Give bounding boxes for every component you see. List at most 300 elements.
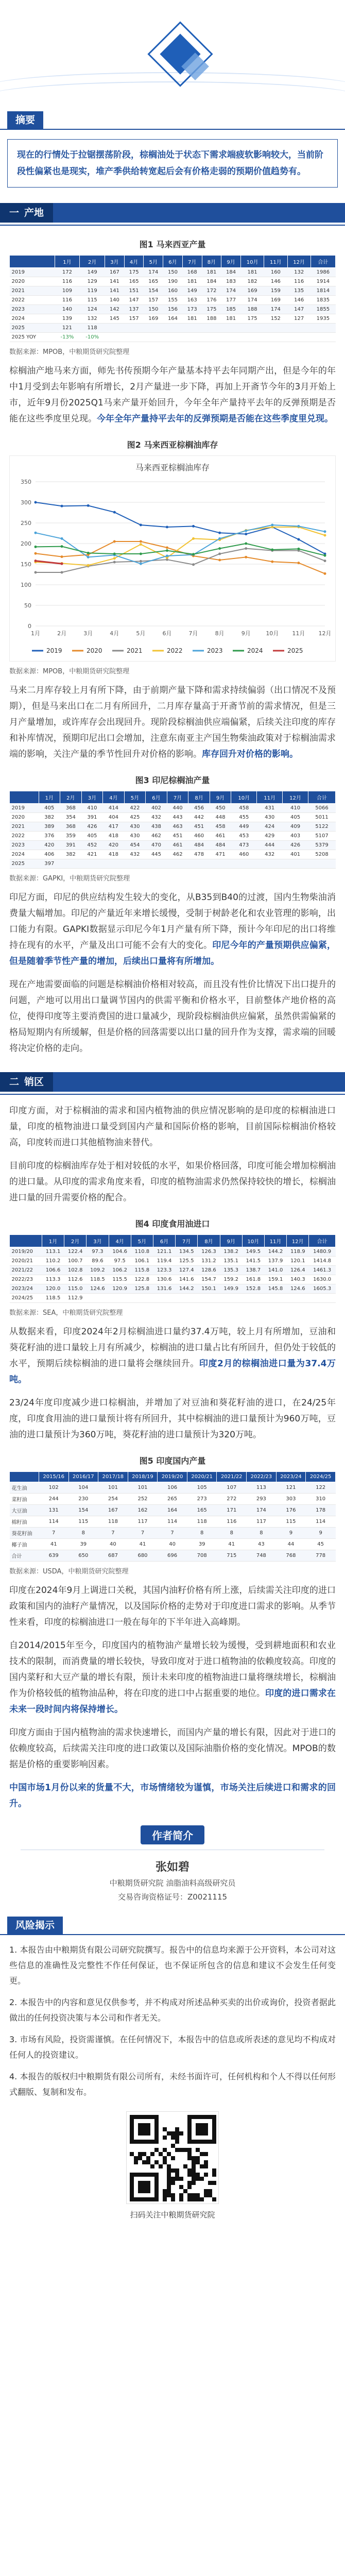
qr-module [142,2173,146,2177]
table-cell: 164 [163,314,183,324]
table-header-cell: 8月 [188,791,210,804]
table-header-cell: 12月 [283,791,308,804]
table-header-cell: 合计 [308,791,335,804]
table-cell: 175 [202,305,221,314]
legend-label: 2024 [247,647,263,654]
qr-module [187,2168,192,2173]
table-cell: 137.9 [264,1257,286,1266]
qr-module [150,2173,154,2177]
table-cell: 450 [210,804,231,813]
qr-module [212,2181,216,2185]
table-cell: 109 [55,286,80,296]
table-cell: 花生油 [10,1482,39,1494]
decor-wave [0,81,345,108]
qr-module [208,2181,212,2185]
y-tick-label: 200 [21,540,31,547]
table-cell: 2021 [10,286,55,296]
table-cell: 126.3 [198,1247,220,1257]
paragraph: 自2014/2015年至今，印度国内的植物油产量增长较为缓慢，受到耕地面积和农业技术的限制，而消费量的增长较快，导致印度对于进口植物油的依赖度较高。印度的国内菜籽和大豆产量的增长有限，预计未来印度的植物油进口量将继续增长，棕榈油作为价格较低的植物油品种，将在印度的进口中占据重要的地位。印度的进口需求在未来一段时间内将保持增长。 [9,1640,336,1715]
qr-module [212,2197,216,2201]
table-cell: 2023/24 [10,1284,42,1294]
qr-module [146,2127,150,2131]
table-cell [240,324,264,333]
qr-module [171,2144,175,2148]
table-row [10,268,336,277]
table-cell: 458 [210,822,231,832]
qr-module [200,2115,204,2119]
qr-module [167,2131,171,2136]
table-cell: 112.9 [64,1294,87,1303]
qr-module [167,2189,171,2193]
table-cell: 105 [187,1482,217,1494]
table-cell: 484 [188,841,210,850]
table-cell: 106.6 [42,1266,64,1275]
qr-module [163,2189,167,2193]
qr-module [204,2131,208,2136]
table-cell: 402 [146,804,167,813]
table-cell: 109.2 [87,1266,109,1275]
table-cell: 448 [210,813,231,822]
table-cell: 40 [98,1539,128,1550]
table-cell: 470 [146,841,167,850]
table-cell: 152 [264,314,287,324]
qr-module [187,2148,192,2152]
qr-module [167,2193,171,2197]
table-row [10,1494,336,1505]
table-cell: 451 [188,822,210,832]
table-cell: 121.1 [153,1247,175,1257]
table-cell [105,333,125,342]
qr-module [142,2185,146,2189]
table-in-imports [9,1234,336,1303]
qr-module [163,2148,167,2152]
qr-module [146,2189,150,2193]
table-cell: 116 [287,277,310,286]
table-cell: 118.5 [42,1294,64,1303]
table-cell: 115 [276,1516,306,1528]
qr-module [163,2127,167,2131]
qr-module [204,2123,208,2127]
data-point [324,572,326,575]
table-cell: 190 [163,277,183,286]
table-row [10,286,336,296]
table-cell: 404 [103,813,125,822]
table-cell: 2023 [10,841,39,850]
qr-module [154,2140,159,2144]
table-cell: 174 [247,1505,277,1516]
table-cell [153,1294,175,1303]
qr-module [130,2193,134,2197]
table-cell: 432 [257,850,283,859]
qr-module [154,2197,159,2201]
table-cell: 778 [306,1550,336,1562]
qr-module [130,2152,134,2156]
qr-module [196,2160,200,2164]
table-cell: 445 [146,850,167,859]
table-cell: 159.2 [220,1275,242,1284]
qr-module [187,2127,192,2131]
qr-module [171,2156,175,2160]
table-cell: 265 [158,1494,187,1505]
table-cell: 444 [257,841,283,850]
qr-module [204,2189,208,2193]
table-cell [221,333,241,342]
table-cell: 2025 YOY [10,333,55,342]
table-cell: 102 [39,1482,68,1494]
table-cell: 144.2 [176,1284,198,1294]
data-point [34,501,37,504]
qr-module [138,2185,142,2189]
table-cell: 2019/20 [10,1247,42,1257]
x-tick-label: 10月 [266,630,279,637]
table-cell: 5208 [308,850,335,859]
data-point [245,556,247,558]
table-header-cell: 2020/21 [187,1472,217,1482]
data-point [61,505,63,507]
table-cell: 2024 [10,314,55,324]
table-cell: 139 [55,314,80,324]
table-cell: 252 [128,1494,158,1505]
table-cell: 138.2 [220,1247,242,1257]
data-point [245,543,247,545]
table-cell: 272 [217,1494,247,1505]
qr-module [130,2115,134,2119]
table-cell: 1630.0 [309,1275,336,1284]
table-cell: 120.9 [109,1284,131,1294]
table-cell [309,1294,336,1303]
table-cell: 142 [105,305,125,314]
table-cell: 175 [240,314,264,324]
table-row [10,822,336,832]
qr-module [204,2152,208,2156]
table-cell: 115.0 [64,1284,87,1294]
series-line-2024 [36,544,325,555]
table-cell: 169 [144,314,163,324]
table-cell: 41 [217,1539,247,1550]
table-header-cell: 5月 [144,256,163,268]
table-cell: 41 [128,1539,158,1550]
table-cell: 124.6 [287,1284,309,1294]
qr-module [138,2140,142,2144]
qr-module [196,2156,200,2160]
table-row [10,1482,336,1494]
qr-module [192,2160,196,2164]
qr-module [179,2131,183,2136]
paragraph: 马来二月库存较上月有所下降，由于前期产量下降和需求持续偏弱（出口情况不及预期），但是马来出口在二月有所回升，二月库存量高于开斋节前的需求情况，但是三月产量增加，或许库存会出现回升。现阶段棕榈油供应端偏紧，后续关注印度的库存和补库情况，预期印尼出口会增加，注意东南亚主产国生物柴油政策对于棕榈油需求端的影响，关注产量的季节性回升对价格的影响。库存回升对价格的影响。 [9,685,336,759]
qr-module [167,2177,171,2181]
table-cell [124,333,144,342]
qr-module [187,2193,192,2197]
table-cell: 118.9 [287,1247,309,1257]
data-point [324,534,326,537]
table-cell: 406 [39,850,60,859]
author-name: 张如碧 [155,1861,189,1874]
table-cell: 440 [167,804,188,813]
qr-module [192,2115,196,2119]
table-header-cell: 1月 [55,256,80,268]
paragraph: 印度在2024年9月上调进口关税，其国内油籽价格有所上涨，后续需关注印度的进口政策和国内的油籽产量情况，以及国际价格的走势对于印度进口需求的影响。从季节性来看，印度的棕榈油进口一般在每年的下半年进入高峰期。 [9,1585,336,1628]
table-cell: 127.4 [176,1266,198,1275]
legend-label: 2023 [207,647,223,654]
y-tick-label: 100 [21,582,31,588]
qr-module [138,2115,142,2119]
table-cell [103,859,125,869]
qr-module [146,2115,150,2119]
y-tick-label: 50 [24,602,31,609]
qr-module [134,2140,138,2144]
table-cell: 145.8 [264,1284,286,1294]
table-cell: 172 [202,286,221,296]
qr-module [175,2148,179,2152]
qr-module [204,2193,208,2197]
table-cell: 116 [217,1516,247,1528]
table-cell [188,859,210,869]
qr-module [171,2181,175,2185]
table-cell: 147 [287,305,310,314]
table-header-cell: 2015/16 [39,1472,68,1482]
author-license: 交易咨询资格证号：Z0021115 [117,1892,228,1902]
qr-module [163,2156,167,2160]
qr-module [171,2197,175,2201]
table-header-cell: 2018/19 [128,1472,158,1482]
table-cell: 376 [39,832,60,841]
qr-module [138,2127,142,2131]
table-cell: 420 [39,841,60,850]
table-cell: 9 [276,1528,306,1539]
table-cell: 1986 [310,268,335,277]
x-tick-label: 9月 [241,630,251,637]
table-header-cell [10,1235,42,1247]
table-header-cell: 3月 [105,256,125,268]
figure-source: 数据来源：MPOB，中粮期货研究院整理 [9,668,130,675]
table-row [10,305,336,314]
table-cell: 113 [247,1482,277,1494]
qr-code[interactable] [126,2111,219,2204]
table-cell: 418 [103,832,125,841]
qr-module [154,2193,159,2197]
figure-title: 图3 印尼棕榈油产量 [135,775,210,785]
qr-module [179,2185,183,2189]
table-cell: 391 [81,813,103,822]
table-row [10,1516,336,1528]
data-point [271,549,273,551]
data-point [245,547,247,550]
table-cell: 176 [276,1505,306,1516]
qr-module [204,2160,208,2164]
table-cell: 169 [240,286,264,296]
table-cell: 149.5 [242,1247,264,1257]
qr-module [167,2164,171,2168]
table-cell: 146 [264,277,287,286]
table-cell: 639 [39,1550,68,1562]
table-cell: 461 [210,832,231,841]
table-cell: 244 [39,1494,68,1505]
qr-module [154,2160,159,2164]
table-header-cell: 5月 [131,1235,153,1247]
table-cell: 443 [167,813,188,822]
table-cell: 453 [231,832,257,841]
table-cell: 188 [240,305,264,314]
qr-module [130,2185,134,2189]
table-cell: 104.6 [109,1247,131,1257]
table-cell: 120.1 [287,1257,309,1266]
table-cell: 273 [187,1494,217,1505]
data-point [324,530,326,533]
table-id-production [9,791,336,869]
table-cell: 165 [187,1505,217,1516]
table-cell: 449 [231,822,257,832]
table-header-cell: 4月 [103,791,125,804]
data-point [166,555,168,557]
table-cell [310,324,335,333]
table-header-cell: 11月 [264,1235,286,1247]
table-cell: 157 [144,296,163,305]
qr-module [187,2115,192,2119]
table-header-cell: 4月 [124,256,144,268]
table-cell: 382 [60,850,82,859]
table-cell: 110.8 [131,1247,153,1257]
table-cell: 403 [283,832,308,841]
qr-module [204,2140,208,2144]
table-cell [264,324,287,333]
data-point [140,543,142,546]
table-cell: 1814 [310,286,335,296]
qr-module [130,2197,134,2201]
qr-module [204,2115,208,2119]
qr-module [196,2177,200,2181]
table-cell: 422 [124,804,146,813]
table-cell [105,324,125,333]
qr-module [150,2152,154,2156]
table-header-cell: 8月 [198,1235,220,1247]
qr-module [179,2193,183,2197]
table-cell: 8 [68,1528,98,1539]
qr-module [154,2115,159,2119]
table-cell: 156 [163,305,183,314]
table-cell: 401 [283,850,308,859]
table-cell: 40 [158,1539,187,1550]
qr-module [192,2181,196,2185]
table-cell [240,333,264,342]
data-point [34,532,37,534]
table-cell: 115.5 [109,1275,131,1284]
table-cell: 310 [306,1494,336,1505]
table-cell [231,859,257,869]
table-cell [242,1294,264,1303]
table-cell: 430 [257,813,283,822]
qr-module [196,2197,200,2201]
table-cell: 174 [264,305,287,314]
data-point [218,537,221,540]
table-row [10,850,336,859]
paragraph: 从数据来看，印度2024年2月棕榈油进口量约37.4万吨，较上月有所增加，豆油和葵花籽油的进口量较上月有所减少，棕榈油的进口量占比有所回升，但仍处于较低的水平，预期后续棕榈油的进口量将会继续回升。印度2月的棕榈油进口量为37.4万吨。 [9,1327,336,1385]
data-point [166,547,168,549]
table-cell: 39 [68,1539,98,1550]
data-point [34,546,37,548]
table-cell: 141.5 [242,1257,264,1266]
qr-module [130,2123,134,2127]
table-cell: 182 [240,277,264,286]
table-cell: 150 [144,305,163,314]
qr-module [154,2181,159,2185]
table-cell: 149 [80,268,105,277]
qr-module [134,2197,138,2201]
table-cell: 140 [55,305,80,314]
table-cell: 113.1 [42,1247,64,1257]
data-point [324,560,326,562]
chart-my-stock [9,455,336,662]
data-point [192,537,195,540]
table-cell: 426 [283,841,308,850]
table-in-domestic [9,1471,336,1562]
table-cell: 454 [124,841,146,850]
table-cell: 150 [163,268,183,277]
table-cell: 161.8 [242,1275,264,1284]
table-header-cell: 7月 [167,791,188,804]
table-cell: 2022 [10,296,55,305]
table-header-cell: 合计 [310,256,335,268]
table-cell: 41 [39,1539,68,1550]
table-cell: 462 [167,850,188,859]
qr-module [171,2136,175,2140]
data-point [218,547,221,550]
data-point [297,525,300,528]
table-cell: 172 [55,268,80,277]
table-cell: 5011 [308,813,335,822]
qr-module [204,2173,208,2177]
qr-module [200,2140,204,2144]
table-cell: 417 [103,822,125,832]
table-cell: 471 [210,850,231,859]
table-cell: 124.6 [87,1284,109,1294]
paragraph: 目前印度的棕榈油库存处于相对较低的水平，如果价格回落，印度可能会增加棕榈油的进口量。从印度的需求角度来看，印度的植物油需求仍然保持较快的增长，棕榈油进口量的回升需要价格的配合。 [9,1161,336,1203]
y-tick-label: 350 [21,479,31,485]
qr-module [130,2140,134,2144]
table-row [10,1505,336,1516]
qr-module [134,2173,138,2177]
qr-module [187,2119,192,2123]
qr-module [192,2177,196,2181]
table-cell: 391 [60,841,82,850]
figure-title: 图2 马来西亚棕榈油库存 [127,440,218,450]
qr-module [187,2185,192,2189]
qr-module [130,2177,134,2181]
table-cell [264,1294,286,1303]
section-num: 二 [9,1076,20,1088]
table-cell: 410 [81,804,103,813]
x-tick-label: 12月 [318,630,332,637]
qr-module [200,2123,204,2127]
table-cell: 7 [158,1528,187,1539]
table-row [10,324,336,333]
qr-module [146,2123,150,2127]
table-cell: 174 [144,268,163,277]
qr-module [196,2115,200,2119]
table-cell: 181 [202,268,221,277]
table-cell: 132 [287,268,310,277]
qr-module [146,2181,150,2185]
table-cell: 173 [182,305,202,314]
table-cell: 159.1 [264,1275,286,1284]
table-cell: 397 [39,859,60,869]
table-cell: 405 [81,832,103,841]
data-point [192,563,195,566]
table-cell [202,333,221,342]
table-header-cell: 1月 [42,1235,64,1247]
qr-module [134,2115,138,2119]
qr-module [212,2168,216,2173]
table-cell: 2020 [10,277,55,286]
